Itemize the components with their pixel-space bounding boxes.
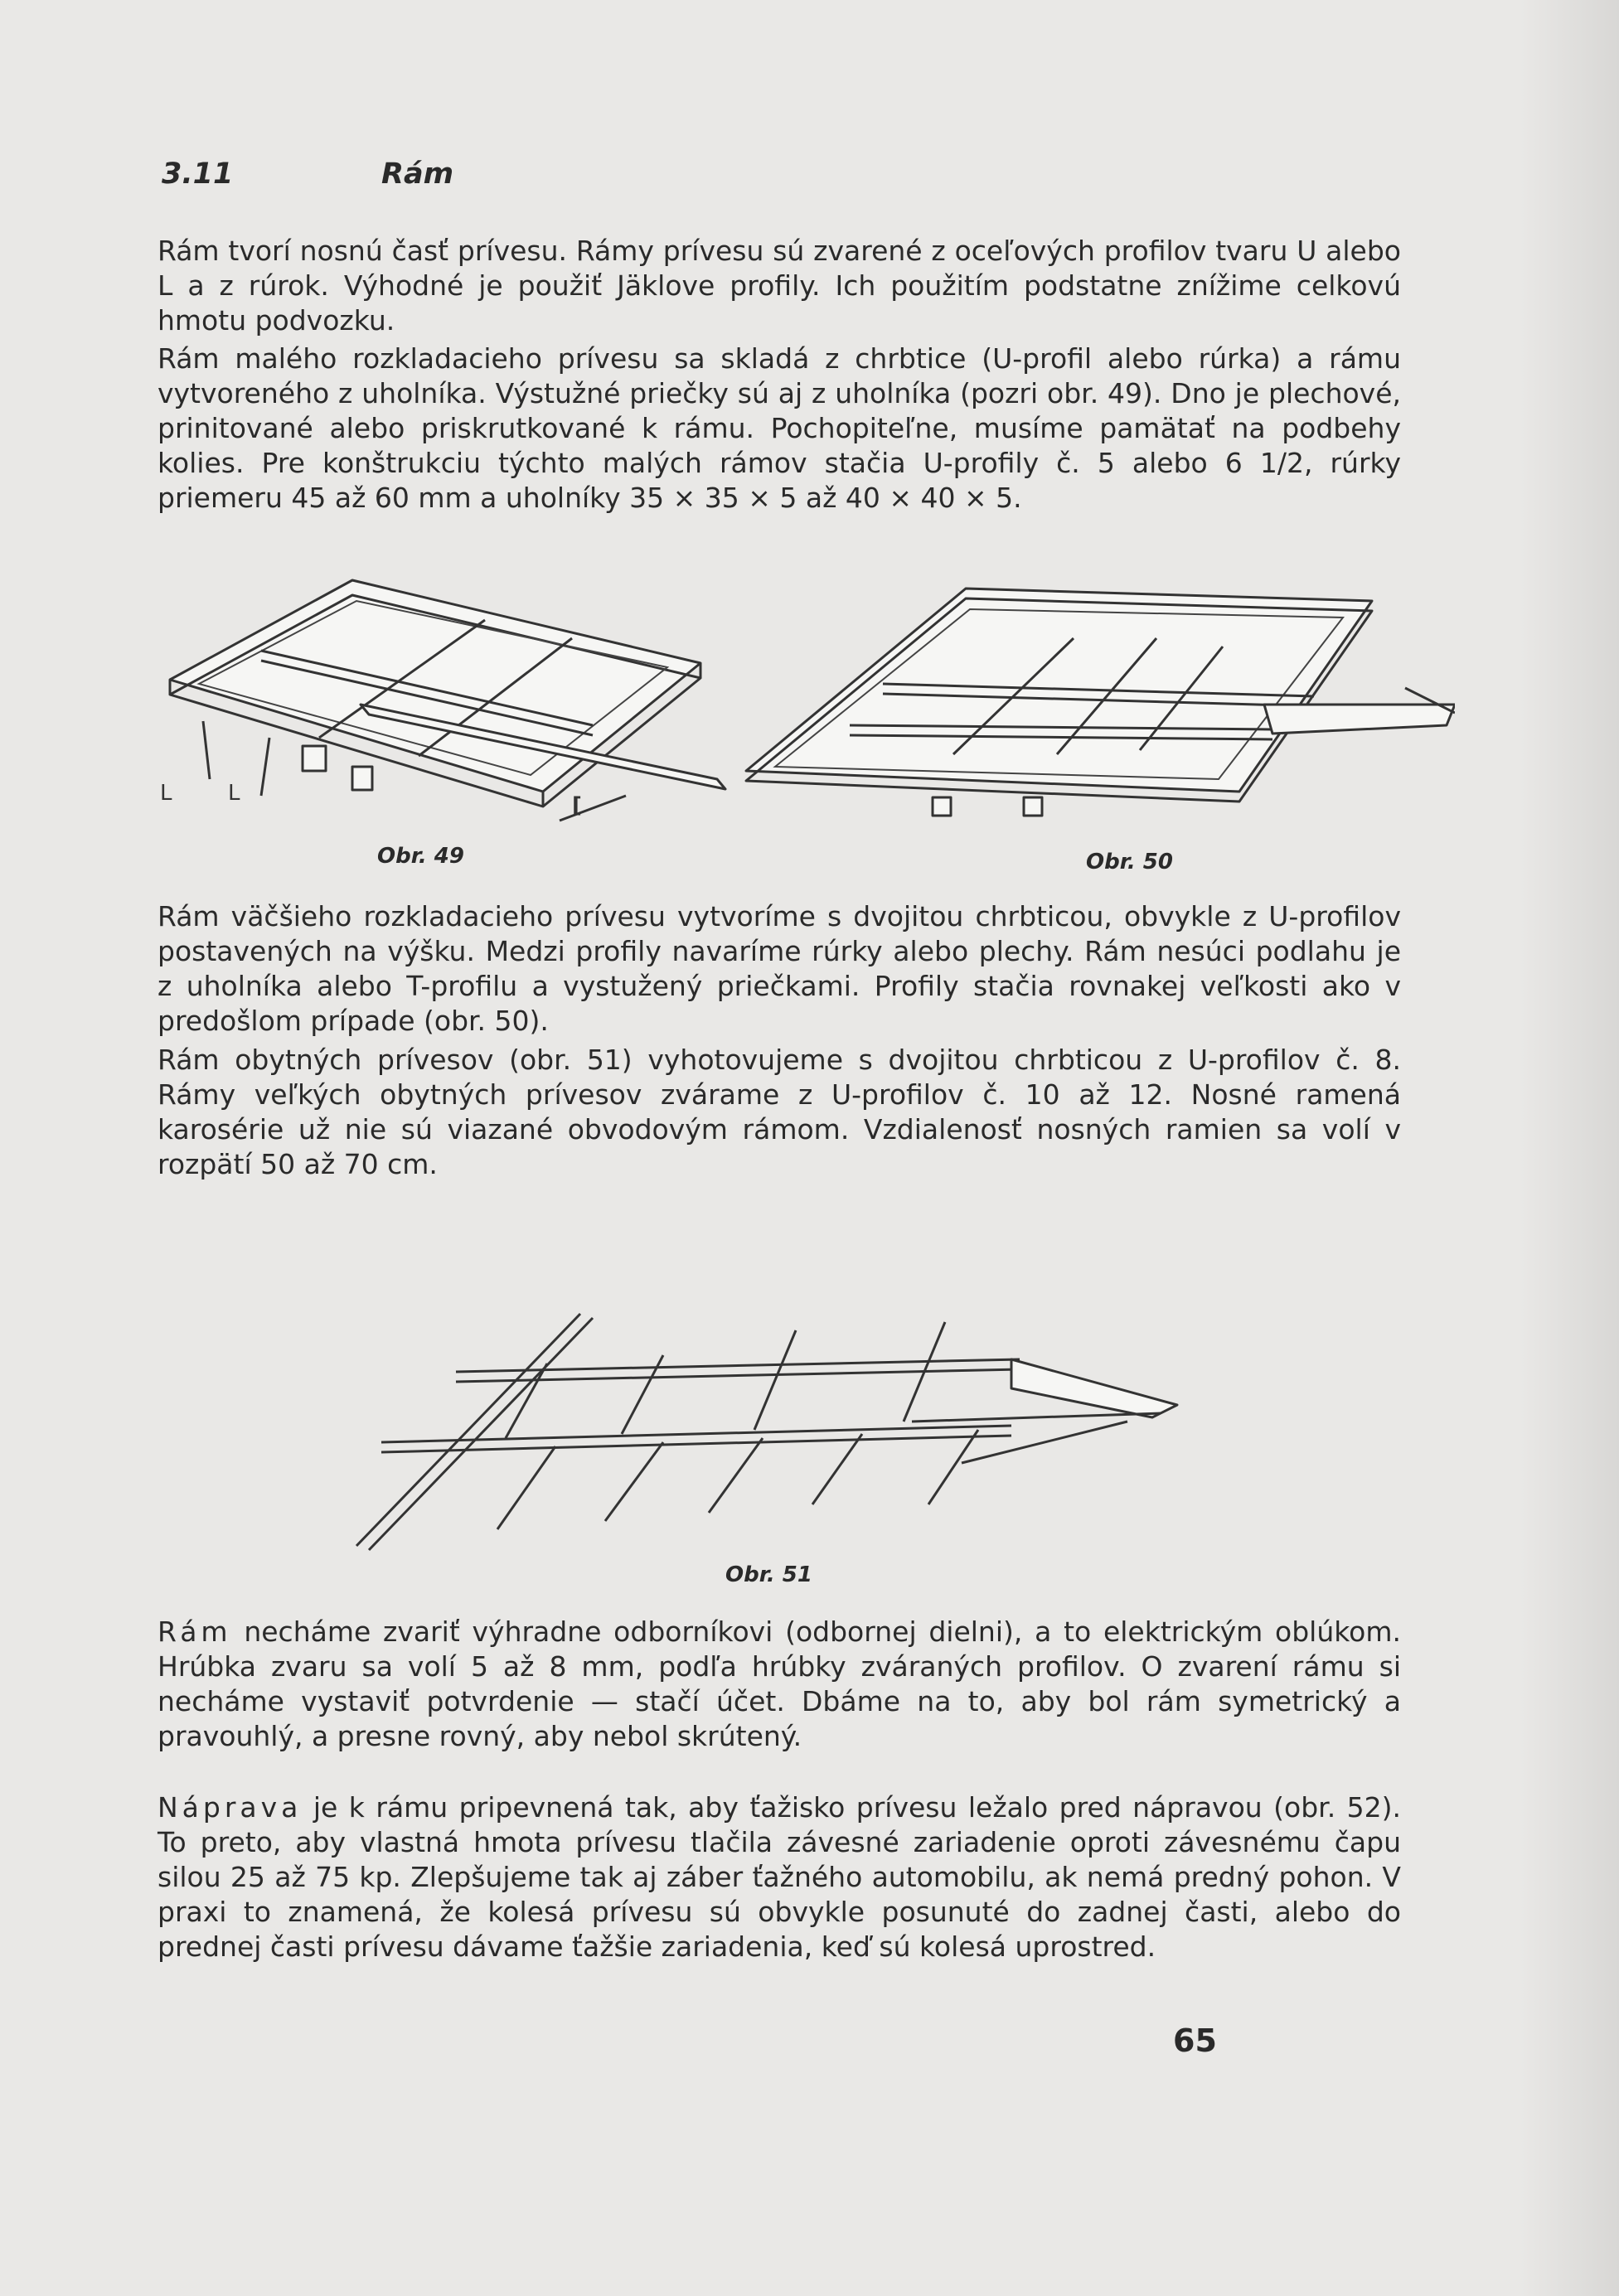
paragraph-1: Rám tvorí nosnú časť prívesu. Rámy prívesu sú zvarené z oceľových profilov tvaru U alebo L a z rúrok. Výhodné je použiť Jäklove profily. Ich použitím podstatne znížime celkovú hmotu podvozku. (158, 235, 1401, 337)
figure-49-caption: Obr. 49 (377, 844, 464, 869)
page-number: 65 (1173, 2022, 1217, 2059)
paragraph-4: Rám obytných prívesov (obr. 51) vyhotovujeme s dvojitou chrbticou z U-profilov č. 8. Rámy veľkých obytných prívesov zvárame z U-profilov č. 10 až 12. Nosné ramená karosérie už nie sú viazané obvodovým rámom. Vzdialenosť nosných ramien sa volí v rozpätí 50 až 70 cm. (158, 1044, 1401, 1180)
paragraph-5-lead: Rám (158, 1615, 232, 1648)
paragraph-6-lead: Náprava (158, 1791, 303, 1824)
paragraph-5-text: necháme zvariť výhradne odborníkovi (odbornej dielni), a to elektrickým oblúkom. Hrúbka zvaru sa volí 5 až 8 mm, podľa hrúbky zváraných profilov. O zvarení rámu si necháme vystaviť potvrdenie — stačí účet. Dbáme na to, aby bol rám symetrický a pravouhlý, a presne rovný, aby nebol skrútený. (158, 1615, 1401, 1752)
section-number: 3.11 (162, 157, 234, 191)
figure-51-caption: Obr. 51 (725, 1562, 812, 1587)
paragraph-2: Rám malého rozkladacieho prívesu sa skladá z chrbtice (U-profil alebo rúrka) a rámu vytvoreného z uholníka. Výstužné priečky sú aj z uholníka (pozri obr. 49). Dno je plechové, prinitované alebo priskrutkované k rámu. Pochopiteľne, musíme pamätať na podbehy kolies. Pre konštrukciu týchto malých rámov stačia U-profily č. 5 alebo 6 1/2, rúrky priemeru 45 až 60 mm a uholníky 35 × 35 × 5 až 40 × 40 × 5. (158, 342, 1401, 514)
profile-mark-l2: L (228, 781, 240, 806)
profile-mark-u: [ (572, 793, 582, 818)
figure-49-frame-drawing (153, 572, 734, 845)
paragraph-3: Rám väčšieho rozkladacieho prívesu vytvoríme s dvojitou chrbticou, obvykle z U-profilov postavených na výšku. Medzi profily navaríme rúrky alebo plechy. Rám nesúci podlahu je z uholníka alebo T-profilu a vystužený priečkami. Profily stačia rovnakej veľkosti ako v predošlom prípade (obr. 50). (158, 900, 1401, 1037)
page-edge-shadow (1520, 0, 1619, 2296)
paragraph-6-text: je k rámu pripevnená tak, aby ťažisko prívesu ležalo pred nápravou (obr. 52). To preto, aby vlastná hmota prívesu tlačila závesné zariadenie oproti závesnému čapu silou 25 až 75 kp. Zlepšujeme tak aj záber ťažného automobilu, ak nemá predný pohon. V praxi to znamená, že kolesá prívesu sú obvykle posunuté do zadnej časti, alebo do prednej časti prívesu dávame ťažšie zariadenia, keď sú kolesá uprostred. (158, 1791, 1401, 1963)
section-title: Rám (381, 157, 454, 191)
profile-mark-l1: L (160, 781, 172, 806)
figure-50-caption: Obr. 50 (1086, 850, 1173, 874)
figure-51-frame-drawing (332, 1281, 1194, 1562)
paragraph-6 (158, 1790, 1401, 1964)
figure-50-frame-drawing (742, 580, 1455, 829)
paragraph-5 (158, 1615, 1401, 1754)
